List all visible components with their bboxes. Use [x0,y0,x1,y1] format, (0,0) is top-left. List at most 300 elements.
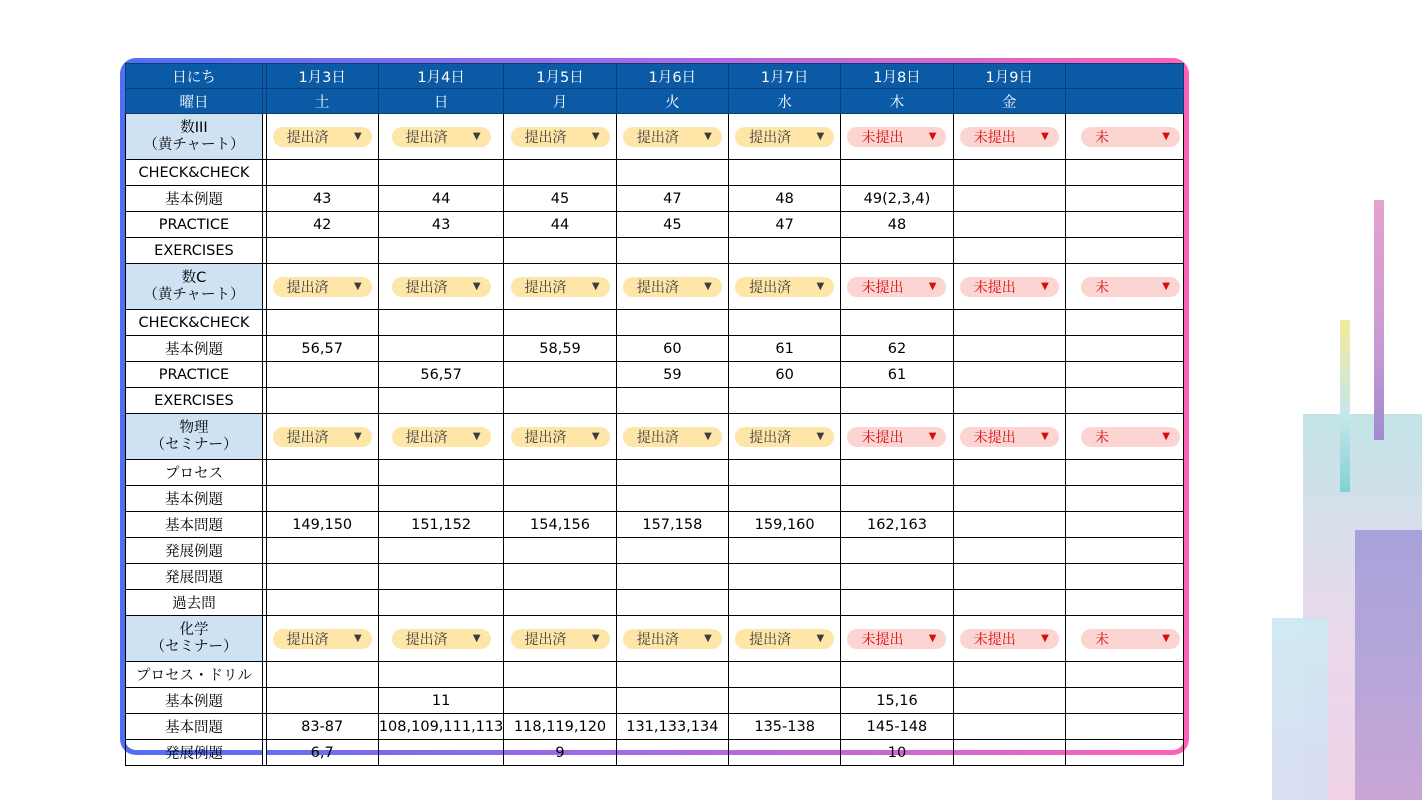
status-text: 提出済 [405,429,448,446]
task-value-cell[interactable] [1065,238,1183,264]
task-value-cell[interactable] [504,362,616,388]
task-value-cell[interactable] [1065,160,1183,186]
task-value-cell[interactable] [953,512,1065,538]
task-value-cell[interactable] [1065,186,1183,212]
task-value-cell[interactable] [1065,590,1183,616]
dropdown-caret-icon: ▼ [472,633,481,644]
status-dropdown[interactable] [960,127,1059,147]
task-label-cell[interactable]: CHECK&CHECK [126,310,263,336]
task-value-cell[interactable] [953,388,1065,414]
task-value-cell[interactable] [1065,486,1183,512]
task-value-cell[interactable] [504,538,616,564]
status-dropdown[interactable] [273,127,372,147]
status-cell[interactable] [378,264,504,310]
weekday-header-cell[interactable]: 水 [729,89,841,114]
decor-block-lightblue [1272,618,1328,800]
weekday-header-cell[interactable] [1065,89,1183,114]
task-value-cell[interactable] [504,160,616,186]
task-row [126,160,1184,186]
task-value-cell[interactable] [841,238,953,264]
task-value-cell[interactable]: 47 [729,212,841,238]
task-label-cell[interactable]: 基本例題 [126,336,263,362]
task-value-cell[interactable] [1065,538,1183,564]
subject-label-cell[interactable] [126,264,263,310]
status-cell[interactable] [616,114,728,160]
dropdown-caret-icon: ▼ [928,281,937,292]
task-label-cell[interactable]: 基本例題 [126,186,263,212]
task-value-cell[interactable] [266,362,378,388]
task-value-cell[interactable] [266,564,378,590]
subject-row [126,414,1184,460]
dropdown-caret-icon: ▼ [1162,431,1170,442]
status-dropdown[interactable] [392,629,491,649]
subject-book: （黄チャート） [143,136,245,153]
task-value-cell[interactable]: 58,59 [504,336,616,362]
task-value-cell[interactable]: 60 [729,362,841,388]
study-schedule-table [125,63,1184,766]
task-label-cell[interactable]: プロセス・ドリル [126,662,263,688]
task-value-cell[interactable] [378,388,504,414]
task-value-cell[interactable] [378,336,504,362]
date-header-cell[interactable]: 1月4日 [378,64,504,89]
date-header-cell[interactable]: 1月8日 [841,64,953,89]
subject-name: 数III [180,119,208,136]
task-value-cell[interactable]: 56,57 [378,362,504,388]
task-value-cell[interactable] [266,688,378,714]
status-cell[interactable] [266,414,378,460]
status-dropdown[interactable] [623,427,722,447]
status-cell[interactable] [616,414,728,460]
weekday-header-cell[interactable]: 金 [953,89,1065,114]
dropdown-caret-icon: ▼ [704,281,712,292]
status-dropdown[interactable] [847,277,946,297]
task-label-cell[interactable]: 過去問 [126,590,263,616]
task-value-cell[interactable] [953,564,1065,590]
task-value-cell[interactable]: 9 [504,740,616,766]
status-cell[interactable] [1065,414,1183,460]
subject-row [126,114,1184,160]
status-cell[interactable] [378,414,504,460]
status-cell[interactable] [266,114,378,160]
weekday-header-cell[interactable]: 日 [378,89,504,114]
task-value-cell[interactable] [1065,688,1183,714]
status-text: 提出済 [405,129,448,146]
status-cell[interactable] [504,114,616,160]
status-cell[interactable] [953,414,1065,460]
task-value-cell[interactable]: 49(2,3,4) [841,186,953,212]
status-dropdown[interactable] [273,427,372,447]
task-value-cell[interactable] [266,160,378,186]
dropdown-caret-icon: ▼ [591,131,600,142]
task-value-cell[interactable] [266,238,378,264]
task-value-cell[interactable]: 159,160 [729,512,841,538]
task-value-cell[interactable]: 59 [616,362,728,388]
task-value-cell[interactable] [1065,662,1183,688]
status-cell[interactable] [729,264,841,310]
task-value-cell[interactable] [616,486,728,512]
status-cell[interactable] [841,264,953,310]
task-row [126,564,1184,590]
task-value-cell[interactable]: 47 [616,186,728,212]
task-value-cell[interactable]: 62 [841,336,953,362]
task-value-cell[interactable]: 83-87 [266,714,378,740]
status-text: 提出済 [524,279,567,296]
status-cell[interactable] [841,414,953,460]
task-value-cell[interactable] [1065,336,1183,362]
task-value-cell[interactable] [1065,362,1183,388]
task-value-cell[interactable] [378,590,504,616]
task-value-cell[interactable] [953,714,1065,740]
task-value-cell[interactable] [504,238,616,264]
status-cell[interactable] [616,264,728,310]
status-dropdown[interactable] [273,277,372,297]
task-value-cell[interactable] [841,310,953,336]
status-cell[interactable] [1065,264,1183,310]
task-value-cell[interactable] [378,538,504,564]
task-value-cell[interactable] [616,688,728,714]
task-value-cell[interactable] [1065,388,1183,414]
task-label-cell[interactable]: 発展例題 [126,740,263,766]
status-dropdown[interactable] [735,277,834,297]
subject-label-cell[interactable] [126,114,263,160]
weekday-header-cell[interactable]: 月 [504,89,616,114]
status-cell[interactable] [504,616,616,662]
task-value-cell[interactable] [616,388,728,414]
subject-name: 数C [181,269,207,286]
task-label-cell[interactable]: EXERCISES [126,238,263,264]
status-cell[interactable] [729,414,841,460]
status-dropdown[interactable] [1081,127,1180,147]
date-header-cell[interactable]: 1月5日 [504,64,616,89]
task-value-cell[interactable] [266,388,378,414]
status-text: 未提出 [861,631,904,648]
task-value-cell[interactable] [504,564,616,590]
status-dropdown[interactable] [847,427,946,447]
task-value-cell[interactable] [616,740,728,766]
task-value-cell[interactable] [266,662,378,688]
task-label-cell[interactable]: 基本例題 [126,486,263,512]
task-value-cell[interactable] [378,460,504,486]
task-value-cell[interactable]: 154,156 [504,512,616,538]
subject-label-cell[interactable] [126,414,263,460]
date-header-cell[interactable] [1065,64,1183,89]
status-cell[interactable] [266,264,378,310]
task-value-cell[interactable] [729,662,841,688]
status-text: 未提出 [973,129,1016,146]
task-value-cell[interactable] [504,590,616,616]
status-dropdown[interactable] [511,277,610,297]
dropdown-caret-icon: ▼ [816,633,825,644]
task-value-cell[interactable] [266,460,378,486]
task-value-cell[interactable]: 43 [378,212,504,238]
task-value-cell[interactable] [504,688,616,714]
task-label-cell[interactable]: プロセス [126,460,263,486]
task-value-cell[interactable] [1065,310,1183,336]
task-value-cell[interactable] [841,662,953,688]
task-value-cell[interactable]: 60 [616,336,728,362]
status-cell[interactable] [729,616,841,662]
date-header-cell[interactable]: 1月6日 [616,64,728,89]
task-value-cell[interactable] [266,538,378,564]
task-row [126,590,1184,616]
task-value-cell[interactable]: 43 [266,186,378,212]
status-cell[interactable] [504,414,616,460]
status-text: 提出済 [405,631,448,648]
spreadsheet-viewport[interactable] [125,63,1184,762]
status-cell[interactable] [1065,616,1183,662]
dropdown-caret-icon: ▼ [591,431,600,442]
date-header-label[interactable]: 日にち [126,64,263,89]
task-value-cell[interactable] [378,160,504,186]
task-value-cell[interactable] [378,662,504,688]
status-dropdown[interactable] [1081,277,1180,297]
status-cell[interactable] [504,264,616,310]
status-dropdown[interactable] [735,427,834,447]
status-cell[interactable] [953,616,1065,662]
task-value-cell[interactable] [729,590,841,616]
task-value-cell[interactable]: 42 [266,212,378,238]
task-value-cell[interactable]: 11 [378,688,504,714]
task-value-cell[interactable] [266,590,378,616]
task-label-cell[interactable]: CHECK&CHECK [126,160,263,186]
status-dropdown[interactable] [960,629,1059,649]
task-value-cell[interactable] [729,460,841,486]
status-cell[interactable] [1065,114,1183,160]
status-cell[interactable] [266,616,378,662]
task-value-cell[interactable] [1065,460,1183,486]
status-dropdown[interactable] [392,277,491,297]
subject-book: （セミナー） [150,638,238,655]
task-value-cell[interactable] [1065,512,1183,538]
task-value-cell[interactable] [953,160,1065,186]
task-label-cell[interactable]: EXERCISES [126,388,263,414]
task-value-cell[interactable] [953,336,1065,362]
task-value-cell[interactable]: 162,163 [841,512,953,538]
task-value-cell[interactable] [729,160,841,186]
weekday-header-cell[interactable]: 土 [266,89,378,114]
dropdown-caret-icon: ▼ [816,431,825,442]
task-row [126,186,1184,212]
task-value-cell[interactable]: 149,150 [266,512,378,538]
task-value-cell[interactable] [953,212,1065,238]
task-value-cell[interactable] [953,186,1065,212]
task-value-cell[interactable] [616,538,728,564]
task-value-cell[interactable]: 61 [729,336,841,362]
task-row [126,662,1184,688]
task-value-cell[interactable]: 131,133,134 [616,714,728,740]
task-label-cell[interactable]: 発展例題 [126,538,263,564]
task-row [126,212,1184,238]
status-dropdown[interactable] [392,427,491,447]
date-header-cell[interactable]: 1月9日 [953,64,1065,89]
task-value-cell[interactable]: 145-148 [841,714,953,740]
task-value-cell[interactable] [378,486,504,512]
task-value-cell[interactable] [504,388,616,414]
status-dropdown[interactable] [623,277,722,297]
task-value-cell[interactable] [1065,564,1183,590]
status-text: 提出済 [636,279,679,296]
dropdown-caret-icon: ▼ [591,633,600,644]
task-value-cell[interactable]: 45 [504,186,616,212]
status-text: 提出済 [749,129,792,146]
task-value-cell[interactable] [378,564,504,590]
task-row [126,714,1184,740]
status-dropdown[interactable] [1081,629,1180,649]
task-label-cell[interactable]: PRACTICE [126,362,263,388]
task-value-cell[interactable] [504,662,616,688]
task-value-cell[interactable] [616,662,728,688]
status-dropdown[interactable] [623,127,722,147]
task-value-cell[interactable]: 10 [841,740,953,766]
task-value-cell[interactable] [841,590,953,616]
task-value-cell[interactable] [841,388,953,414]
status-text: 提出済 [524,129,567,146]
status-dropdown[interactable] [1081,427,1180,447]
task-value-cell[interactable] [729,388,841,414]
status-text: 提出済 [749,631,792,648]
task-value-cell[interactable]: 45 [616,212,728,238]
task-value-cell[interactable] [953,460,1065,486]
task-value-cell[interactable]: 56,57 [266,336,378,362]
task-value-cell[interactable] [729,688,841,714]
task-value-cell[interactable] [616,590,728,616]
task-value-cell[interactable] [841,486,953,512]
status-cell[interactable] [616,616,728,662]
task-value-cell[interactable]: 151,152 [378,512,504,538]
task-value-cell[interactable] [504,460,616,486]
task-label-cell[interactable]: 発展問題 [126,564,263,590]
subject-label-cell[interactable] [126,616,263,662]
status-text: 未提出 [973,429,1016,446]
status-cell[interactable] [378,616,504,662]
status-dropdown[interactable] [735,629,834,649]
task-value-cell[interactable] [616,460,728,486]
task-row [126,512,1184,538]
status-dropdown[interactable] [392,127,491,147]
weekday-header-cell[interactable]: 火 [616,89,728,114]
task-value-cell[interactable]: 44 [504,212,616,238]
weekday-header-row [126,89,1184,114]
task-value-cell[interactable] [953,238,1065,264]
status-dropdown[interactable] [960,427,1059,447]
task-row [126,460,1184,486]
status-text: 未 [1094,129,1109,146]
task-value-cell[interactable]: 15,16 [841,688,953,714]
task-value-cell[interactable] [953,310,1065,336]
status-cell[interactable] [953,114,1065,160]
task-value-cell[interactable] [266,310,378,336]
task-value-cell[interactable] [729,740,841,766]
status-dropdown[interactable] [847,127,946,147]
task-value-cell[interactable] [378,740,504,766]
task-value-cell[interactable] [841,160,953,186]
status-text: 未提出 [861,429,904,446]
dropdown-caret-icon: ▼ [1041,131,1049,142]
status-text: 未提出 [973,279,1016,296]
dropdown-caret-icon: ▼ [1162,633,1170,644]
task-value-cell[interactable]: 61 [841,362,953,388]
task-value-cell[interactable] [953,486,1065,512]
dropdown-caret-icon: ▼ [1041,431,1049,442]
task-value-cell[interactable] [616,238,728,264]
task-value-cell[interactable]: 44 [378,186,504,212]
task-value-cell[interactable] [266,486,378,512]
task-row [126,486,1184,512]
task-value-cell[interactable]: 48 [729,186,841,212]
task-value-cell[interactable]: 157,158 [616,512,728,538]
task-value-cell[interactable] [504,486,616,512]
task-value-cell[interactable]: 108,109,111,113 [378,714,504,740]
task-value-cell[interactable] [729,310,841,336]
date-header-cell[interactable]: 1月7日 [729,64,841,89]
task-row [126,538,1184,564]
task-value-cell[interactable] [953,688,1065,714]
task-value-cell[interactable] [841,538,953,564]
task-value-cell[interactable]: 118,119,120 [504,714,616,740]
task-value-cell[interactable] [729,238,841,264]
task-value-cell[interactable]: 48 [841,212,953,238]
task-row [126,238,1184,264]
task-label-cell[interactable]: 基本例題 [126,688,263,714]
status-cell[interactable] [729,114,841,160]
status-dropdown[interactable] [511,629,610,649]
task-value-cell[interactable] [729,538,841,564]
task-value-cell[interactable] [953,662,1065,688]
task-value-cell[interactable] [953,538,1065,564]
task-value-cell[interactable] [953,362,1065,388]
task-label-cell[interactable]: PRACTICE [126,212,263,238]
task-value-cell[interactable] [841,564,953,590]
status-dropdown[interactable] [847,629,946,649]
task-value-cell[interactable] [378,238,504,264]
task-value-cell[interactable]: 135-138 [729,714,841,740]
task-value-cell[interactable] [504,310,616,336]
task-value-cell[interactable] [729,486,841,512]
task-value-cell[interactable] [378,310,504,336]
status-cell[interactable] [841,114,953,160]
task-value-cell[interactable] [953,740,1065,766]
weekday-header-cell[interactable]: 木 [841,89,953,114]
status-dropdown[interactable] [511,127,610,147]
task-value-cell[interactable] [616,564,728,590]
status-dropdown[interactable] [273,629,372,649]
status-dropdown[interactable] [511,427,610,447]
task-value-cell[interactable] [953,590,1065,616]
task-value-cell[interactable]: 6,7 [266,740,378,766]
task-label-cell[interactable]: 基本問題 [126,512,263,538]
status-dropdown[interactable] [623,629,722,649]
status-dropdown[interactable] [960,277,1059,297]
status-text: 提出済 [286,429,329,446]
subject-row [126,616,1184,662]
task-value-cell[interactable] [729,564,841,590]
task-label-cell[interactable]: 基本問題 [126,714,263,740]
task-value-cell[interactable] [616,160,728,186]
status-dropdown[interactable] [735,127,834,147]
task-value-cell[interactable] [1065,714,1183,740]
task-value-cell[interactable] [1065,740,1183,766]
task-value-cell[interactable] [616,310,728,336]
weekday-header-label[interactable]: 曜日 [126,89,263,114]
status-text: 提出済 [636,631,679,648]
decor-bar-yellow [1340,320,1350,492]
status-cell[interactable] [378,114,504,160]
status-cell[interactable] [953,264,1065,310]
date-header-cell[interactable]: 1月3日 [266,64,378,89]
status-cell[interactable] [841,616,953,662]
task-value-cell[interactable] [841,460,953,486]
task-value-cell[interactable] [1065,212,1183,238]
